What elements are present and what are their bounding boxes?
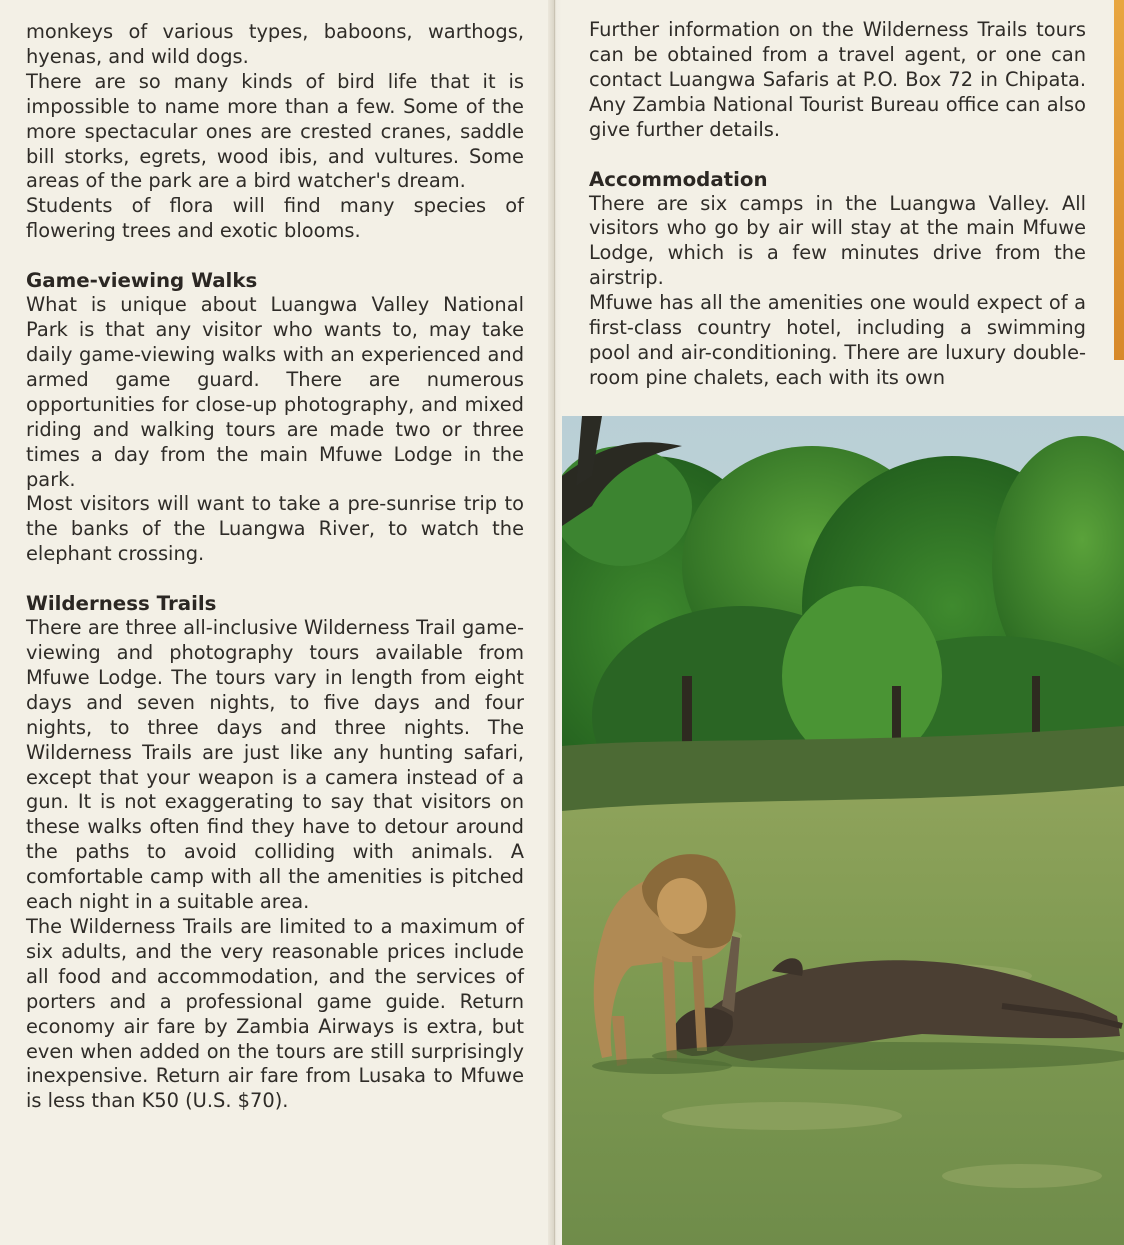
lion-with-kill-photo bbox=[562, 416, 1124, 1245]
walks-paragraph-2: Most visitors will want to take a pre-sunrise trip to the banks of the Luangwa River, to watch the elephant crossing. bbox=[26, 492, 524, 566]
intro-paragraph-1: monkeys of various types, baboons, warthogs, hyenas, and wild dogs. bbox=[26, 20, 524, 68]
trails-paragraph-2: The Wilderness Trails are limited to a maximum of six adults, and the very reasonable prices include all food and accommodation, and the services of porters and a professional game guide. Return economy air fare by Zambia Airways is extra, but even when added on the tours are still surprisingly inexpensive. Return air fare from Lusaka to Mfuwe is less than K50 (U.S. $70). bbox=[26, 915, 524, 1113]
further-info-paragraph: Further information on the Wilderness Trails tours can be obtained from a travel agent, or one can contact Luangwa Safaris at P.O. Box 72 in Chipata. Any Zambia National Tourist Bureau office can also give further details. bbox=[589, 18, 1086, 141]
intro-paragraph-2: There are so many kinds of bird life that it is impossible to name more than a few. Some of the more spectacular ones are crested cranes, saddle bill storks, egrets, wood ibis, and vultures. Some areas of the park are a bird watcher's dream. bbox=[26, 69, 524, 193]
intro-paragraph-3: Students of flora will find many species of flowering trees and exotic blooms. bbox=[26, 194, 524, 243]
walks-paragraph-1: What is unique about Luangwa Valley National Park is that any visitor who wants to, may take daily game-viewing walks with an experienced and armed game guard. There are numerous opportunities for close-up photography, and mixed riding and walking tours are made two or three times a day from the main Mfuwe Lodge in the park. bbox=[26, 293, 524, 491]
orange-edge-strip bbox=[1114, 0, 1124, 360]
left-column bbox=[26, 0, 524, 1114]
trails-heading: Wilderness Trails bbox=[26, 592, 217, 616]
accommodation-paragraph-1: There are six camps in the Luangwa Valley. All visitors who go by air will stay at the main Mfuwe Lodge, which is a few minutes drive from the airstrip. bbox=[589, 191, 1086, 290]
page-fold bbox=[548, 0, 562, 1245]
accommodation-heading: Accommodation bbox=[589, 167, 768, 191]
accommodation-paragraph-2: Mfuwe has all the amenities one would expect of a first-class country hotel, including a swimming pool and air-conditioning. There are luxury double-room pine chalets, each with its own bbox=[589, 291, 1086, 389]
right-column bbox=[589, 0, 1086, 391]
walks-heading: Game-viewing Walks bbox=[26, 269, 258, 293]
fold-crease bbox=[554, 0, 555, 1245]
trails-paragraph-1: There are three all-inclusive Wilderness Trail game-viewing and photography tours available from Mfuwe Lodge. The tours vary in length from eight days and seven nights, to five days and four nights, to three days and three nights. The Wilderness Trails are just like any hunting safari, except that your weapon is a camera instead of a gun. It is not exaggerating to say that visitors on these walks often find they have to detour around the paths to avoid colliding with animals. A comfortable camp with all the amenities is pitched each night in a suitable area. bbox=[26, 616, 524, 914]
